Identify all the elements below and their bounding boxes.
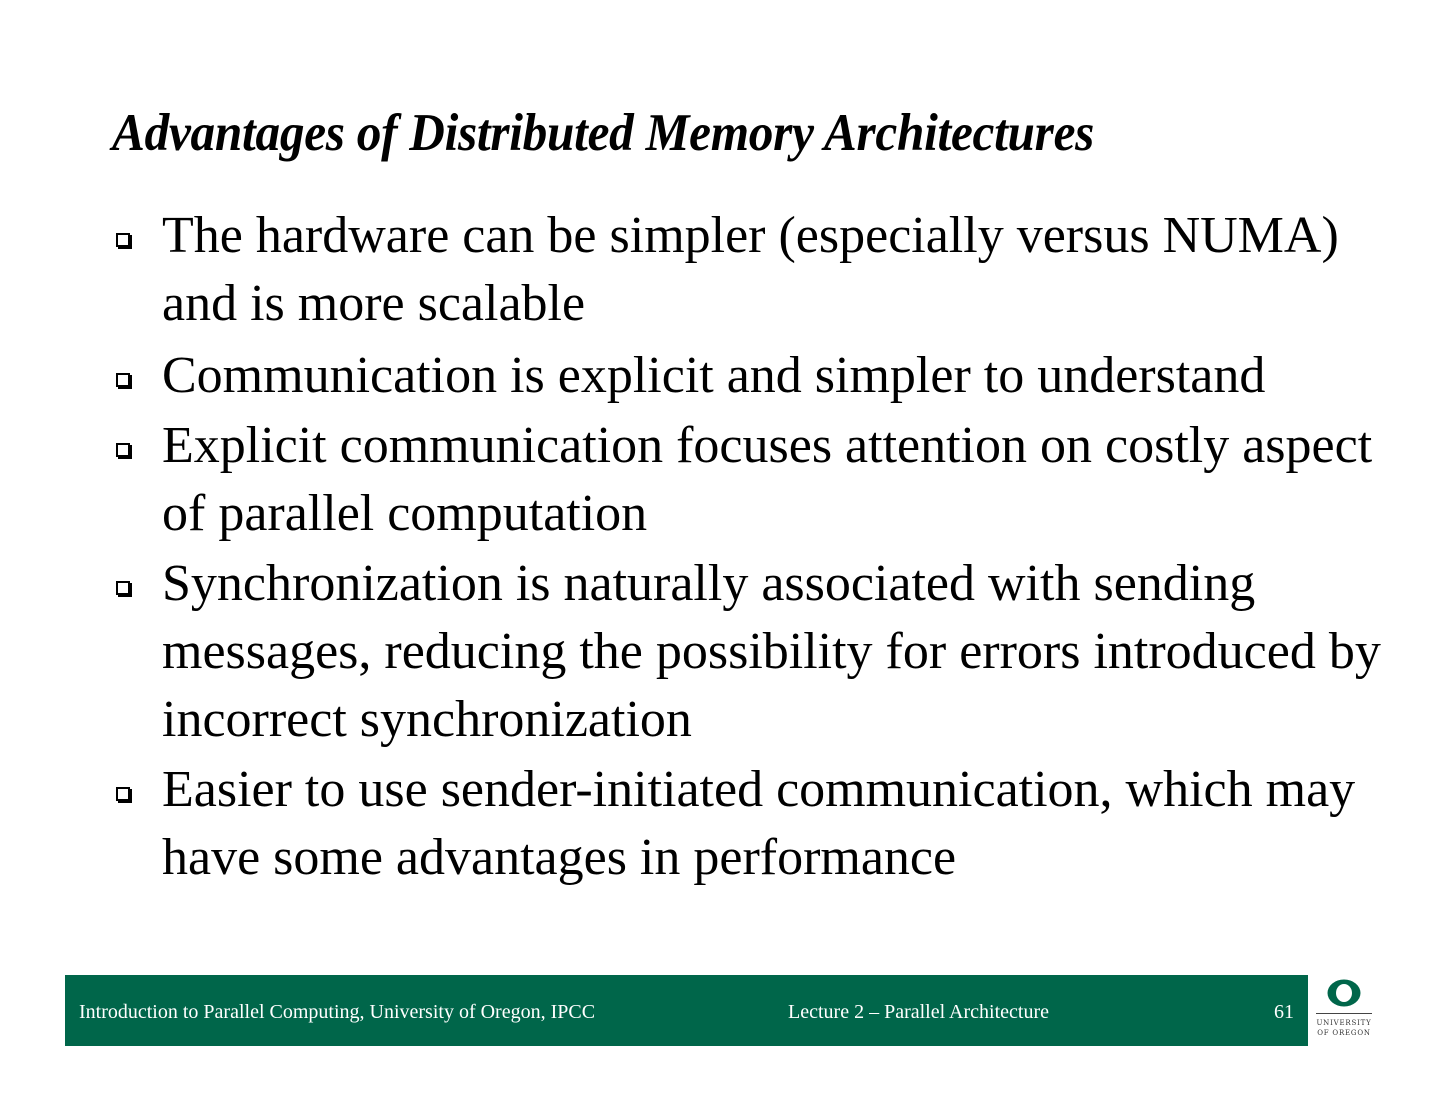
university-logo bbox=[1312, 978, 1376, 1046]
bullet-text: Synchronization is naturally associated with sending messages, reducing the possibility for errors introduced by incorrect synchronization bbox=[162, 555, 1381, 748]
hollow-square-bullet-icon bbox=[116, 373, 130, 387]
footer-course: Introduction to Parallel Computing, University of Oregon, IPCC bbox=[79, 1001, 596, 1023]
logo-text-line2: OF OREGON bbox=[1317, 1029, 1371, 1037]
bullet-item bbox=[112, 550, 1402, 754]
bullet-item bbox=[112, 412, 1402, 548]
footer-lecture: Lecture 2 – Parallel Architecture bbox=[788, 1001, 1049, 1023]
page-number: 61 bbox=[1274, 1001, 1294, 1023]
hollow-square-bullet-icon bbox=[116, 787, 130, 801]
bullet-text: Communication is explicit and simpler to understand bbox=[162, 347, 1266, 404]
logo-divider bbox=[1316, 1013, 1372, 1014]
bullet-list bbox=[112, 202, 1402, 894]
hollow-square-bullet-icon bbox=[116, 443, 130, 457]
bullet-text: Easier to use sender-initiated communication, which may have some advantages in performance bbox=[162, 761, 1356, 886]
bullet-item bbox=[112, 342, 1402, 410]
bullet-text: Explicit communication focuses attention on costly aspect of parallel computation bbox=[162, 417, 1373, 542]
hollow-square-bullet-icon bbox=[116, 581, 130, 595]
hollow-square-bullet-icon bbox=[116, 233, 130, 247]
slide-footer bbox=[65, 975, 1308, 1046]
logo-text-line1: UNIVERSITY bbox=[1316, 1019, 1372, 1027]
university-of-oregon-o-logo-icon bbox=[1326, 978, 1362, 1008]
bullet-item bbox=[112, 202, 1402, 338]
slide-title: Advantages of Distributed Memory Architectures bbox=[112, 104, 1095, 162]
bullet-item bbox=[112, 756, 1402, 892]
bullet-text: The hardware can be simpler (especially versus NUMA) and is more scalable bbox=[162, 207, 1339, 332]
